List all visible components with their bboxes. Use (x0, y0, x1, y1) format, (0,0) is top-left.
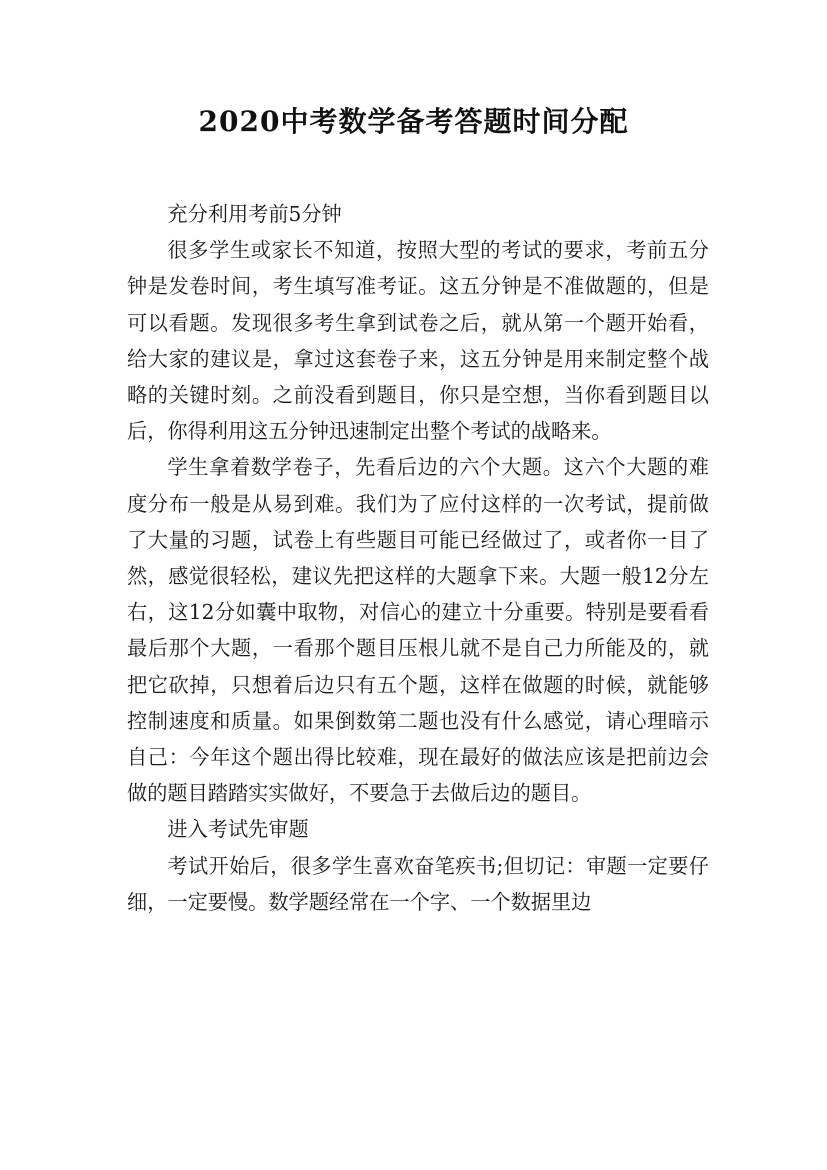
paragraph-five-minutes: 很多学生或家长不知道，按照大型的考试的要求，考前五分钟是发卷时间，考生填写准考证。这五分钟是不准做题的，但是可以看题。发现很多考生拿到试卷之后，就从第一个题开始看，给大家的建议是，拿过这套卷子来，这五分钟是用来制定整个战略的关键时刻。之前没看到题目，你只是空想，当你看到题目以后，你得利用这五分钟迅速制定出整个考试的战略来。 (127, 238, 709, 444)
section-heading-review: 进入考试先审题 (167, 817, 309, 842)
paragraph-six-questions: 学生拿着数学卷子，先看后边的六个大题。这六个大题的难度分布一般是从易到难。我们为了应付这样的一次考试，提前做了大量的习题，试卷上有些题目可能已经做过了，或者你一目了然，感觉很轻松，建议先把这样的大题拿下来。大题一般12分左右，这12分如囊中取物，对信心的建立十分重要。特别是要看看最后那个大题，一看那个题目压根儿就不是自己力所能及的，就把它砍掉，只想着后边只有五个题，这样在做题的时候，就能够控制速度和质量。如果倒数第二题也没有什么感觉，请心理暗示自己：今年这个题出得比较难，现在最好的做法应该是把前边会做的题目踏踏实实做好，不要急于去做后边的题目。 (127, 455, 709, 806)
document-body (127, 196, 709, 920)
section-heading-pre-exam: 充分利用考前5分钟 (167, 202, 342, 226)
document-title: 2020中考数学备考答题时间分配 (198, 105, 629, 138)
paragraph-careful-review: 考试开始后，很多学生喜欢奋笔疾书;但切记：审题一定要仔细，一定要慢。数学题经常在一个字、一个数据里边 (127, 853, 709, 914)
